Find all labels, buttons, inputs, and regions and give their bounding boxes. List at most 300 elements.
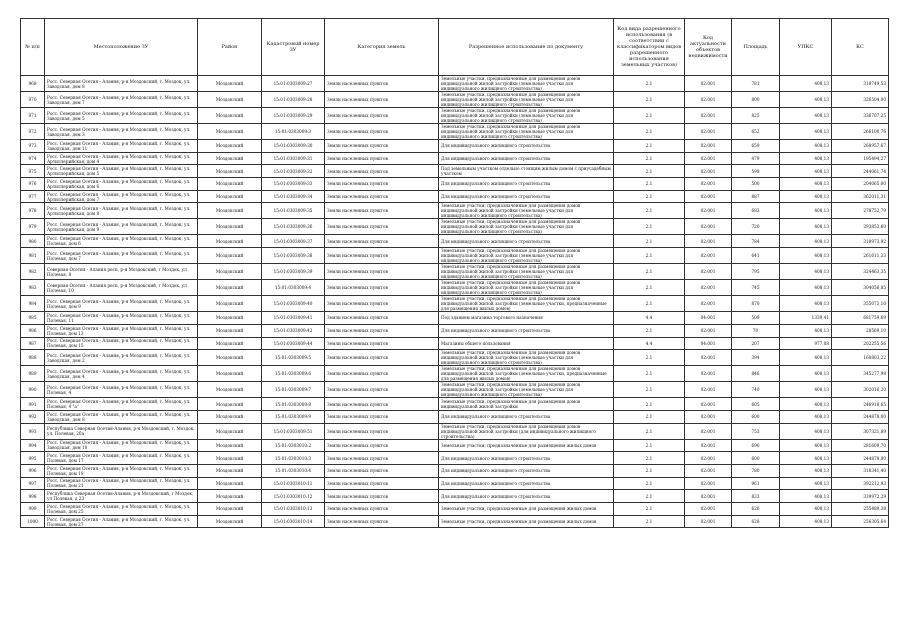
cell-row-number: 987 — [21, 337, 45, 350]
cell-location: Росс. Северная Осетия - Алания, р-н Моздокский, г. Моздок, ул. Артиллерийская, дом 4 — [45, 152, 198, 165]
cell-use-code: 2.1 — [614, 124, 685, 140]
table-row — [21, 312, 889, 325]
cell-location: Росс. Северная Осетия - Алания, р-н Моздокский, г. Моздок, ул. Полевая, 11 — [45, 312, 198, 325]
cell-row-number: 980 — [21, 235, 45, 248]
cell-ks: 302016,20 — [832, 382, 889, 398]
cell-row-number: 1000 — [21, 515, 45, 528]
cell-cadastral-number: 15:01:0303009:37 — [262, 235, 325, 248]
cell-relevance-code: 02:001 — [685, 280, 732, 296]
cell-land-category: Земли населенных пунктов — [325, 324, 439, 337]
cell-row-number: 977 — [21, 190, 45, 203]
cell-ks: 266100,76 — [832, 124, 889, 140]
cell-ks: 339972,29 — [832, 490, 889, 503]
cell-cadastral-number: 15:01:0303010:12 — [262, 490, 325, 503]
table-row — [21, 248, 889, 264]
cell-district: Моздокский — [198, 515, 262, 528]
cell-upks: 408,13 — [780, 464, 832, 477]
cell-use-code: 2.1 — [614, 423, 685, 439]
cell-land-category: Земли населенных пунктов — [325, 515, 439, 528]
cell-permitted-use: Земельные участки, предназначенные для размещения жилых домов — [439, 515, 614, 528]
cell-use-code: 2.1 — [614, 382, 685, 398]
cell-area: 500 — [732, 178, 780, 191]
cell-upks: 408,13 — [780, 398, 832, 411]
cell-location: Росс. Северная Осетия - Алания, р-н Моздокский, г. Моздок, ул. Полевая, дом 6 — [45, 235, 198, 248]
cell-upks: 977,08 — [780, 337, 832, 350]
cell-area: 394 — [732, 350, 780, 366]
cell-area: 207 — [732, 337, 780, 350]
cell-use-code: 2.1 — [614, 324, 685, 337]
cell-row-number: 973 — [21, 140, 45, 153]
cell-district: Моздокский — [198, 248, 262, 264]
cell-row-number: 999 — [21, 503, 45, 516]
cell-row-number: 986 — [21, 324, 45, 337]
cell-land-category: Земли населенных пунктов — [325, 296, 439, 312]
cell-relevance-code: 02:001 — [685, 219, 732, 235]
cell-land-category: Земли населенных пунктов — [325, 423, 439, 439]
cell-permitted-use: Земельные участки, предназначенные для размещения домов индивидуальной жилой застройки (земельные участки для индивидуального жилищного строительства) — [439, 76, 614, 92]
cell-cadastral-number: 15:01:0303009:39 — [262, 264, 325, 280]
cell-permitted-use: Земельные участки, предназначенные для размещения домов индивидуальной жилой застройки (земельные участки для индивидуального жилищного строительства) — [439, 92, 614, 108]
cell-use-code: 2.1 — [614, 439, 685, 452]
cell-ks: 278752,79 — [832, 203, 889, 219]
cell-ks: 256305,64 — [832, 515, 889, 528]
cell-relevance-code: 02:001 — [685, 503, 732, 516]
cell-cadastral-number: 15:01:0303009:36 — [262, 219, 325, 235]
cell-location: Росс. Северная Осетия - Алания, р-н Моздокский, г. Моздок, ул. Полевая, дом 7 — [45, 248, 198, 264]
cell-land-category: Земли населенных пунктов — [325, 219, 439, 235]
table-row — [21, 190, 889, 203]
cell-row-number: 979 — [21, 219, 45, 235]
table-row — [21, 235, 889, 248]
cell-land-category: Земли населенных пунктов — [325, 490, 439, 503]
cell-cadastral-number: 15:01:0303009:9 — [262, 410, 325, 423]
table-row — [21, 366, 889, 382]
cell-ks: 304056,85 — [832, 280, 889, 296]
cell-upks: 408,13 — [780, 439, 832, 452]
cell-row-number: 978 — [21, 203, 45, 219]
cell-permitted-use: Для индивидуального жилищного строительства — [439, 140, 614, 153]
cell-location: Росс. Северная Осетия - Алания, р-н Моздокский, г. Моздок, ул. Заводская, дом 11 — [45, 140, 198, 153]
cell-cadastral-number: 15:01:0303009:41 — [262, 312, 325, 325]
cell-area: 780 — [732, 464, 780, 477]
cell-location: Росс. Северная Осетия - Алания, р-н Моздокский, г. Моздок, ул. Полевая, дом 25 — [45, 503, 198, 516]
cell-location: Росс. Северная Осетия - Алания, р-н Моздокский, г. Моздок, ул. Полевая, дом 13 — [45, 324, 198, 337]
cell-area: 683 — [732, 203, 780, 219]
cell-permitted-use: Земельные участки, предназначенные для размещения домов индивидуальной жилой застройки (земельные участки для индивидуального жилищного строительства) — [439, 280, 614, 296]
cell-upks: 408,13 — [780, 423, 832, 439]
cell-area: 600 — [732, 410, 780, 423]
cell-use-code: 2.1 — [614, 350, 685, 366]
cell-land-category: Земли населенных пунктов — [325, 337, 439, 350]
cell-use-code: 2.1 — [614, 280, 685, 296]
cell-cadastral-number: 15:01:0303009:38 — [262, 248, 325, 264]
cell-cadastral-number: 15:01:0303009:31 — [262, 152, 325, 165]
cell-use-code: 2.1 — [614, 515, 685, 528]
table-row — [21, 296, 889, 312]
cell-location: Северная Осетия - Алания респ, р-н Моздокский, г Моздок, ул Полевая, 10 — [45, 280, 198, 296]
cell-ks: 244878,00 — [832, 410, 889, 423]
cell-location: Росс. Северная Осетия - Алания, р-н Моздокский, г. Моздок, ул. Заводская, дом 7 — [45, 92, 198, 108]
cell-upks: 408,13 — [780, 515, 832, 528]
cell-row-number: 994 — [21, 439, 45, 452]
header-cell: Район — [198, 19, 262, 76]
cell-area: 833 — [732, 490, 780, 503]
table-row — [21, 152, 889, 165]
cell-land-category: Земли населенных пунктов — [325, 382, 439, 398]
header-cell: Разрешенное использование по документу — [439, 19, 614, 76]
cell-land-category: Земли населенных пунктов — [325, 503, 439, 516]
cell-upks: 408,13 — [780, 203, 832, 219]
cell-area: 753 — [732, 423, 780, 439]
cell-row-number: 983 — [21, 280, 45, 296]
cell-district: Моздокский — [198, 398, 262, 411]
cell-area: 598 — [732, 165, 780, 178]
cell-cadastral-number: 15:01:0303009:30 — [262, 140, 325, 153]
cell-area: 784 — [732, 235, 780, 248]
cell-district: Моздокский — [198, 382, 262, 398]
header-cell: № п/п — [21, 19, 45, 76]
cell-upks: 408,13 — [780, 76, 832, 92]
cell-relevance-code: 02:001 — [685, 124, 732, 140]
cell-cadastral-number: 15:01:0303010:4 — [262, 464, 325, 477]
cell-district: Моздокский — [198, 124, 262, 140]
cell-location: Росс. Северная Осетия - Алания, р-н Моздокский, г. Моздок, ул. Артиллерийская, дом 6 — [45, 178, 198, 191]
table-row — [21, 452, 889, 465]
table-row — [21, 219, 889, 235]
cell-location: Росс. Северная Осетия - Алания, р-н Моздокский, г. Моздок, ул. Полевая, 4 "а" — [45, 398, 198, 411]
cell-cadastral-number: 15:01:0303009:35 — [262, 203, 325, 219]
cell-permitted-use: Земельные участки, предназначенные для размещения домов индивидуальной жилой застройки (земельные участки для индивидуального жилищного строительства) — [439, 248, 614, 264]
cell-relevance-code: 02:001 — [685, 264, 732, 280]
cell-use-code: 4.4 — [614, 312, 685, 325]
cell-ks: 681759,69 — [832, 312, 889, 325]
header-cell: Код вида разрешенного использования (в соответствии с классификатором видов разрешенного использования земельных участков) — [614, 19, 685, 76]
cell-land-category: Земли населенных пунктов — [325, 398, 439, 411]
cell-upks: 408,13 — [780, 108, 832, 124]
land-plots-table — [20, 18, 889, 528]
cell-area: 870 — [732, 296, 780, 312]
cell-land-category: Земли населенных пунктов — [325, 92, 439, 108]
cell-row-number: 988 — [21, 350, 45, 366]
cell-permitted-use: Земельные участки, предназначенные для размещения домов индивидуальной жилой застройки (земельные участки для индивидуального жилищного строительства) — [439, 124, 614, 140]
cell-upks: 408,13 — [780, 219, 832, 235]
cell-ks: 355073,10 — [832, 296, 889, 312]
cell-relevance-code: 04:001 — [685, 312, 732, 325]
cell-row-number: 989 — [21, 366, 45, 382]
table-header-row — [21, 19, 889, 76]
cell-district: Моздокский — [198, 477, 262, 490]
cell-district: Моздокский — [198, 464, 262, 477]
cell-land-category: Земли населенных пунктов — [325, 350, 439, 366]
header-cell: Категория земель — [325, 19, 439, 76]
cell-district: Моздокский — [198, 439, 262, 452]
cell-district: Моздокский — [198, 92, 262, 108]
table-row — [21, 203, 889, 219]
cell-cadastral-number: 15:01:0303009:8 — [262, 398, 325, 411]
cell-area: 641 — [732, 248, 780, 264]
cell-cadastral-number: 15:01:0303009:4 — [262, 280, 325, 296]
cell-permitted-use: Земельные участки, предназначенные для размещения домов индивидуальной жилой застройки (земельные участки для индивидуального жилищного строительства) — [439, 203, 614, 219]
cell-ks: 202255,56 — [832, 337, 889, 350]
cell-district: Моздокский — [198, 203, 262, 219]
cell-cadastral-number: 15:01:0303009:42 — [262, 324, 325, 337]
cell-cadastral-number: 15:01:0303009:34 — [262, 190, 325, 203]
cell-ks: 255489,38 — [832, 503, 889, 516]
table-row — [21, 76, 889, 92]
cell-district: Моздокский — [198, 280, 262, 296]
cell-use-code: 2.1 — [614, 452, 685, 465]
cell-use-code: 2.1 — [614, 477, 685, 490]
cell-use-code: 2.1 — [614, 398, 685, 411]
cell-land-category: Земли населенных пунктов — [325, 108, 439, 124]
cell-area: 740 — [732, 382, 780, 398]
cell-upks: 408,13 — [780, 264, 832, 280]
cell-location: Росс. Северная Осетия - Алания, р-н Моздокский, г. Моздок, ул. Полевая, дом 19 — [45, 464, 198, 477]
cell-location: Росс. Северная Осетия - Алания, р-н Моздокский, г. Моздок, ул. Полевая, дом 15 — [45, 337, 198, 350]
cell-permitted-use: Земельные участки, предназначенные для размещения домов индивидуальной жилой застройки (земельные участки для индивидуального жилищного строительства) — [439, 264, 614, 280]
cell-ks: 336707,25 — [832, 108, 889, 124]
cell-location: Республика Северная Осетия-Алания, р-н Моздокский, г Моздок, ул Полевая, д 23 — [45, 490, 198, 503]
cell-location: Росс. Северная Осетия - Алания, р-н Моздокский, г. Моздок, ул. Полевая, дом 17 — [45, 452, 198, 465]
cell-relevance-code: 02:001 — [685, 398, 732, 411]
cell-permitted-use: Для индивидуального жилищного строительства — [439, 477, 614, 490]
cell-land-category: Земли населенных пунктов — [325, 312, 439, 325]
cell-relevance-code: 02:001 — [685, 452, 732, 465]
cell-upks: 408,13 — [780, 165, 832, 178]
cell-permitted-use: Земельные участки, предназначенные для размещения домов индивидуальной жилой застройки (земельные участки для индивидуального жилищного строительства) — [439, 350, 614, 366]
cell-area: 720 — [732, 219, 780, 235]
cell-land-category: Земли населенных пунктов — [325, 452, 439, 465]
cell-permitted-use: Земельные участки, предназначенные для размещения домов индивидуальной жилой застройки (земельные участки для индивидуального жилищного строительства) — [439, 108, 614, 124]
cell-relevance-code: 02:001 — [685, 152, 732, 165]
cell-relevance-code: 02:001 — [685, 76, 732, 92]
cell-relevance-code: 02:001 — [685, 140, 732, 153]
cell-area: 800 — [732, 92, 780, 108]
cell-row-number: 976 — [21, 178, 45, 191]
cell-location: Росс. Северная Осетия - Алания, р-н Моздокский, г. Моздок, ул. Заводская, дом 2 — [45, 350, 198, 366]
cell-relevance-code: 02:001 — [685, 92, 732, 108]
cell-district: Моздокский — [198, 350, 262, 366]
cell-use-code: 2.1 — [614, 190, 685, 203]
cell-use-code: 2.1 — [614, 152, 685, 165]
cell-land-category: Земли населенных пунктов — [325, 248, 439, 264]
cell-cadastral-number: 15:01:0303009:33 — [262, 178, 325, 191]
cell-upks: 1339,41 — [780, 312, 832, 325]
cell-permitted-use: Земельные участки, предназначенные для размещения домов индивидуальной жилой застройки (земельные участки для индивидуального жилищного строительства) — [439, 219, 614, 235]
cell-ks: 307321,89 — [832, 423, 889, 439]
cell-row-number: 972 — [21, 124, 45, 140]
cell-use-code: 2.1 — [614, 248, 685, 264]
cell-ks: 345277,98 — [832, 366, 889, 382]
cell-relevance-code: 02:001 — [685, 178, 732, 191]
cell-row-number: 970 — [21, 92, 45, 108]
table-row — [21, 490, 889, 503]
cell-ks: 28569,10 — [832, 324, 889, 337]
cell-cadastral-number: 15:01:0303009:6 — [262, 366, 325, 382]
cell-cadastral-number: 15:01:0303010:14 — [262, 515, 325, 528]
cell-cadastral-number: 15:01:0303009:7 — [262, 382, 325, 398]
cell-row-number: 982 — [21, 264, 45, 280]
cell-relevance-code: 02:001 — [685, 366, 732, 382]
cell-relevance-code: 02:001 — [685, 203, 732, 219]
cell-permitted-use: Для индивидуального жилищного строительства — [439, 452, 614, 465]
table-row — [21, 410, 889, 423]
cell-cadastral-number: 15:01:0303009:5 — [262, 350, 325, 366]
table-row — [21, 92, 889, 108]
cell-ks: 293853,60 — [832, 219, 889, 235]
cell-district: Моздокский — [198, 490, 262, 503]
cell-district: Моздокский — [198, 324, 262, 337]
table-body — [21, 76, 889, 528]
cell-land-category: Земли населенных пунктов — [325, 124, 439, 140]
cell-land-category: Земли населенных пунктов — [325, 165, 439, 178]
cell-permitted-use: Земельные участки, предназначенные для размещения домов индивидуальной жилой застройки — [439, 398, 614, 411]
header-cell: Местоположение ЗУ — [45, 19, 198, 76]
cell-location: Росс. Северная Осетия - Алания, р-н Моздокский, г. Моздок, ул. Заводская, дом 5 — [45, 108, 198, 124]
cell-cadastral-number: 15:01:0303009:27 — [262, 76, 325, 92]
cell-location: Росс. Северная Осетия - Алания, р-н Моздокский, г. Моздок, ул. Полевая, дом 21 — [45, 477, 198, 490]
cell-row-number: 998 — [21, 490, 45, 503]
cell-area: 690 — [732, 439, 780, 452]
cell-permitted-use: Земельные участки, предназначенные для размещения домов индивидуальной жилой застройки (земельные участки для индивидуального жилищного строительства) — [439, 382, 614, 398]
table-row — [21, 140, 889, 153]
cell-area: 509 — [732, 312, 780, 325]
cell-ks: 268957,67 — [832, 140, 889, 153]
table-row — [21, 178, 889, 191]
cell-land-category: Земли населенных пунктов — [325, 477, 439, 490]
cell-district: Моздокский — [198, 366, 262, 382]
cell-upks: 408,13 — [780, 490, 832, 503]
cell-upks: 408,13 — [780, 124, 832, 140]
cell-district: Моздокский — [198, 410, 262, 423]
cell-use-code: 2.1 — [614, 490, 685, 503]
cell-land-category: Земли населенных пунктов — [325, 190, 439, 203]
cell-cadastral-number: 15:01:0303010:2 — [262, 439, 325, 452]
cell-row-number: 996 — [21, 464, 45, 477]
cell-area: 846 — [732, 366, 780, 382]
cell-location: Росс. Северная Осетия - Алания, р-н Моздокский, г. Моздок, ул. Заводская, дом 8 — [45, 76, 198, 92]
table-row — [21, 464, 889, 477]
cell-land-category: Земли населенных пунктов — [325, 410, 439, 423]
cell-area: 745 — [732, 280, 780, 296]
cell-ks: 244061,74 — [832, 165, 889, 178]
cell-ks: 281609,70 — [832, 439, 889, 452]
header-cell: КС — [832, 19, 889, 76]
cell-district: Моздокский — [198, 337, 262, 350]
cell-use-code: 2.1 — [614, 203, 685, 219]
cell-upks: 408,13 — [780, 190, 832, 203]
cell-location: Росс. Северная Осетия - Алания, р-н Моздокский, г. Моздок, ул. Артиллерийская, дом 9 — [45, 219, 198, 235]
header-cell: УПКС — [780, 19, 832, 76]
table-row — [21, 165, 889, 178]
cell-row-number: 990 — [21, 382, 45, 398]
cell-area: 887 — [732, 190, 780, 203]
cell-permitted-use: Под зданием магазина торгового назначения — [439, 312, 614, 325]
cell-area: 961 — [732, 477, 780, 490]
cell-relevance-code: 02:001 — [685, 108, 732, 124]
cell-use-code: 2.1 — [614, 235, 685, 248]
cell-location: Росс. Северная Осетия - Алания, р-н Моздокский, г. Моздок, ул. Артиллерийская, дом 5 — [45, 165, 198, 178]
cell-use-code: 2.1 — [614, 264, 685, 280]
cell-location: Республика Северная Осетия-Алания, р-н Моздокский, г. Моздок, ул. Полевая, 20а — [45, 423, 198, 439]
cell-relevance-code: 02:001 — [685, 350, 732, 366]
cell-upks: 408,13 — [780, 366, 832, 382]
cell-upks: 408,13 — [780, 248, 832, 264]
cell-location: Росс. Северная Осетия - Алания, р-н Моздокский, г. Моздок, ул. Заводская, дом 8 — [45, 410, 198, 423]
cell-upks: 408,13 — [780, 280, 832, 296]
cell-permitted-use: Земельные участки, предназначенные для размещения жилых домов — [439, 439, 614, 452]
cell-upks: 408,13 — [780, 477, 832, 490]
cell-relevance-code: 02:001 — [685, 190, 732, 203]
cell-land-category: Земли населенных пунктов — [325, 76, 439, 92]
cell-row-number: 992 — [21, 410, 45, 423]
cell-relevance-code: 02:001 — [685, 477, 732, 490]
cell-area: 479 — [732, 152, 780, 165]
cell-permitted-use: Земельные участки, предназначенные для размещения жилых домов — [439, 503, 614, 516]
cell-district: Моздокский — [198, 76, 262, 92]
cell-district: Моздокский — [198, 140, 262, 153]
cell-row-number: 984 — [21, 296, 45, 312]
cell-relevance-code: 02:001 — [685, 235, 732, 248]
cell-ks: 195494,27 — [832, 152, 889, 165]
cell-upks: 408,13 — [780, 410, 832, 423]
cell-use-code: 2.1 — [614, 366, 685, 382]
cell-district: Моздокский — [198, 190, 262, 203]
cell-relevance-code: 02:001 — [685, 324, 732, 337]
cell-ks: 244878,00 — [832, 452, 889, 465]
table-row — [21, 264, 889, 280]
cell-relevance-code: 02:001 — [685, 515, 732, 528]
cell-permitted-use: Земельные участки, предназначенные для размещения домов индивидуальной жилой застройки (земельные участки, предназначенные для размещения жилых домов) — [439, 366, 614, 382]
cell-ks: 160803,22 — [832, 350, 889, 366]
table-row — [21, 280, 889, 296]
cell-location: Росс. Северная Осетия - Алания, р-н Моздокский, г. Моздок, ул. Заводская, дом 4 — [45, 366, 198, 382]
cell-permitted-use: Для индивидуального жилищного строительства — [439, 490, 614, 503]
cell-row-number: 997 — [21, 477, 45, 490]
cell-relevance-code: 02:001 — [685, 165, 732, 178]
cell-cadastral-number: 15:01:0303010:3 — [262, 452, 325, 465]
cell-permitted-use: Для индивидуального жилищного строительства — [439, 235, 614, 248]
table-row — [21, 423, 889, 439]
header-cell: Код актуальности объектов недвижимости — [685, 19, 732, 76]
cell-row-number: 995 — [21, 452, 45, 465]
table-row — [21, 124, 889, 140]
cell-upks: 408,13 — [780, 140, 832, 153]
table-row — [21, 324, 889, 337]
cell-land-category: Земли населенных пунктов — [325, 140, 439, 153]
cell-land-category: Земли населенных пунктов — [325, 178, 439, 191]
cell-use-code: 2.1 — [614, 165, 685, 178]
cell-cadastral-number: 15:01:0303009:40 — [262, 296, 325, 312]
cell-district: Моздокский — [198, 452, 262, 465]
cell-location: Росс. Северная Осетия - Алания, р-н Моздокский, г. Моздок, ул. Полевая, 4 — [45, 382, 198, 398]
cell-permitted-use: Земельные участки, предназначенные для размещения домов индивидуальной жилой застройки (для индивидуального жилищного строительства) — [439, 423, 614, 439]
cell-district: Моздокский — [198, 152, 262, 165]
cell-ks: 318749,53 — [832, 76, 889, 92]
cell-relevance-code: 02:001 — [685, 439, 732, 452]
cell-use-code: 2.1 — [614, 503, 685, 516]
cell-permitted-use: Земельные участки, предназначенные для размещения домов индивидуальной жилой застройки (земельные участки, предназначенные для размещения жилых домов) — [439, 296, 614, 312]
cell-upks: 408,13 — [780, 324, 832, 337]
table-row — [21, 515, 889, 528]
cell-land-category: Земли населенных пунктов — [325, 366, 439, 382]
cell-cadastral-number: 15:01:0303009:29 — [262, 108, 325, 124]
cell-row-number: 985 — [21, 312, 45, 325]
cell-district: Моздокский — [198, 423, 262, 439]
cell-use-code: 2.1 — [614, 140, 685, 153]
cell-land-category: Земли населенных пунктов — [325, 203, 439, 219]
cell-cadastral-number: 15:01:0303009:3 — [262, 124, 325, 140]
